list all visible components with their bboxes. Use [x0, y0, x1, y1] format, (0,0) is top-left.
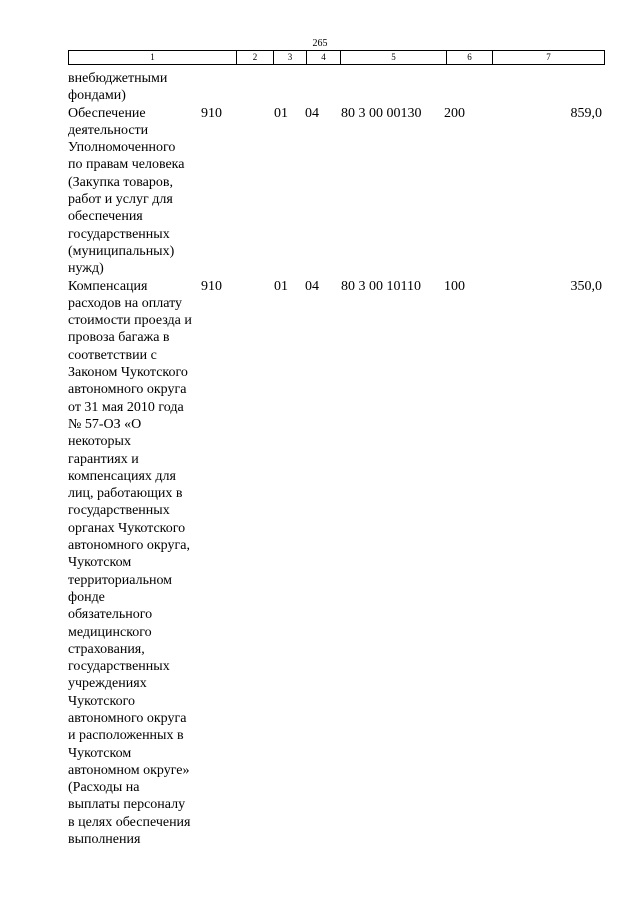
- row-name-line: учреждениях: [68, 676, 147, 692]
- row-name-line: лиц, работающих в: [68, 486, 183, 502]
- row-name-line: обязательного: [68, 607, 153, 623]
- row-name-line: фонде: [68, 589, 105, 605]
- table-row: [68, 105, 602, 278]
- table-row: [68, 70, 602, 105]
- row-name-line: государственных: [68, 659, 170, 675]
- row-name-line: автономном округе»: [68, 762, 190, 778]
- section-code: 01: [274, 105, 288, 121]
- row-name-line: фондами): [68, 88, 126, 104]
- row-name-line: нужд): [68, 261, 104, 277]
- row-name-line: Законом Чукотского: [68, 365, 188, 381]
- row-name-line: расходов на оплату: [68, 295, 183, 311]
- column-header-3: 3: [274, 51, 307, 65]
- row-name-line: работ и услуг для: [68, 192, 173, 208]
- target-article-code: 80 3 00 10110: [341, 278, 421, 294]
- column-header-6: 6: [447, 51, 493, 65]
- row-name-line: Уполномоченного: [68, 140, 176, 156]
- expense-type-code: 100: [444, 278, 465, 294]
- row-name: [68, 70, 202, 105]
- row-name-line: государственных: [68, 503, 170, 519]
- row-name-line: автономного округа: [68, 710, 187, 726]
- row-name-line: стоимости проезда и: [68, 313, 192, 329]
- row-name-line: медицинского: [68, 624, 152, 640]
- column-header-table: [68, 50, 605, 65]
- row-name-line: автономного округа: [68, 382, 187, 398]
- row-name-line: некоторых: [68, 434, 131, 450]
- row-name-line: органах Чукотского: [68, 520, 186, 536]
- row-name-line: № 57-ОЗ «О: [68, 416, 142, 432]
- subsection-code: 04: [305, 278, 319, 294]
- row-name: [68, 105, 202, 278]
- row-name-line: (муниципальных): [68, 243, 175, 259]
- row-name-line: Обеспечение: [68, 105, 146, 121]
- row-name-line: обеспечения: [68, 209, 143, 225]
- row-name-line: деятельности: [68, 122, 149, 138]
- row-name-line: Чукотского: [68, 693, 135, 709]
- row-name-line: от 31 мая 2010 года: [68, 399, 184, 415]
- admin-code: 910: [201, 105, 222, 121]
- row-name-line: в целях обеспечения: [68, 814, 191, 830]
- column-header-1: 1: [69, 51, 237, 65]
- row-name-line: и расположенных в: [68, 728, 184, 744]
- budget-table-body: [68, 70, 602, 848]
- row-name-line: Компенсация: [68, 278, 148, 294]
- expense-type-code: 200: [444, 105, 465, 121]
- column-header-4: 4: [307, 51, 341, 65]
- row-name-line: выполнения: [68, 832, 141, 848]
- row-name-line: гарантиях и: [68, 451, 139, 467]
- column-header-5: 5: [341, 51, 447, 65]
- row-name-line: (Расходы на: [68, 780, 140, 796]
- row-name-line: страхования,: [68, 641, 145, 657]
- row-name-line: Чукотском: [68, 555, 132, 571]
- section-code: 01: [274, 278, 288, 294]
- column-header-2: 2: [237, 51, 274, 65]
- amount: 350,0: [570, 278, 602, 294]
- row-name-line: по правам человека: [68, 157, 185, 173]
- row-name-line: внебюджетными: [68, 71, 168, 86]
- row-name-line: (Закупка товаров,: [68, 174, 173, 190]
- row-name-line: выплаты персоналу: [68, 797, 186, 813]
- row-name-line: автономного округа,: [68, 538, 190, 554]
- row-name-line: государственных: [68, 226, 170, 242]
- row-name-line: соответствии с: [68, 347, 157, 363]
- row-name-line: провоза багажа в: [68, 330, 170, 346]
- subsection-code: 04: [305, 105, 319, 121]
- row-name: [68, 278, 202, 849]
- row-name-line: Чукотском: [68, 745, 132, 761]
- amount: 859,0: [570, 105, 602, 121]
- row-name-line: территориальном: [68, 572, 173, 588]
- column-header-7: 7: [493, 51, 605, 65]
- page-number: 265: [312, 38, 328, 49]
- target-article-code: 80 3 00 00130: [341, 105, 422, 121]
- admin-code: 910: [201, 278, 222, 294]
- row-name-line: компенсациях для: [68, 468, 176, 484]
- table-row: [68, 278, 602, 849]
